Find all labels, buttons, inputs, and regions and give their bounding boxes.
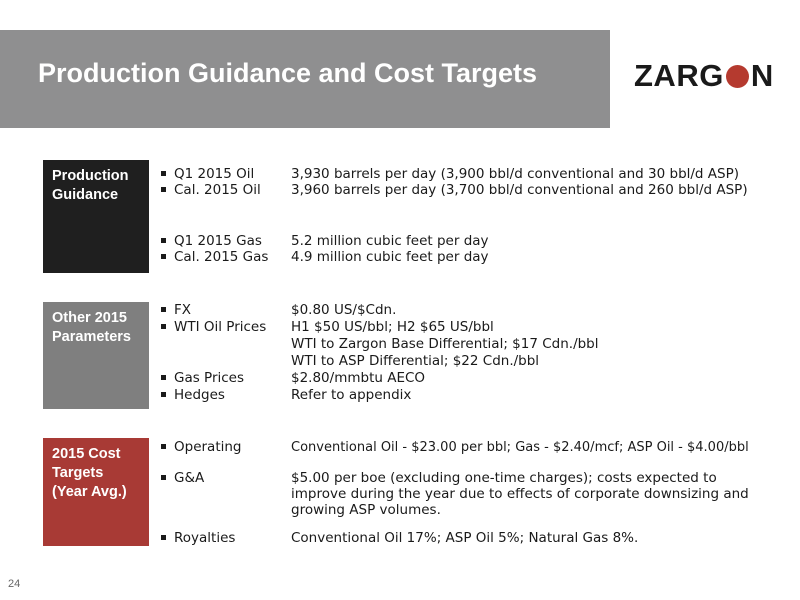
item-term: FX <box>174 302 192 318</box>
bullet-icon <box>161 444 166 449</box>
page-number: 24 <box>8 578 21 590</box>
label-line: 2015 Cost <box>52 446 121 462</box>
item-value-line: $5.00 per boe (excluding one-time charges); costs expected to <box>291 470 717 486</box>
label-line: (Year Avg.) <box>52 484 127 500</box>
item-value: Conventional Oil - $23.00 per bbl; Gas - $2.40/mcf; ASP Oil - $4.00/bbl <box>291 440 749 455</box>
list-item <box>161 470 204 487</box>
zargon-logo <box>634 58 774 94</box>
list-item <box>161 166 254 183</box>
other-parameters-label <box>43 302 149 409</box>
item-term: Operating <box>174 439 242 455</box>
bullet-icon <box>161 324 166 329</box>
list-item <box>161 249 268 266</box>
list-item <box>161 302 191 319</box>
item-term: Q1 2015 Oil <box>174 166 255 182</box>
cost-targets-label <box>43 438 149 546</box>
item-term: G&A <box>174 470 205 486</box>
bullet-icon <box>161 375 166 380</box>
logo-text-left: ZARG <box>634 58 724 93</box>
item-term: Q1 2015 Gas <box>174 233 262 249</box>
item-value: WTI to Zargon Base Differential; $17 Cdn./bbl <box>291 336 599 352</box>
list-item <box>161 233 262 250</box>
item-term: WTI Oil Prices <box>174 319 267 335</box>
bullet-icon <box>161 475 166 480</box>
list-item <box>161 439 242 456</box>
bullet-icon <box>161 187 166 192</box>
item-term: Royalties <box>174 530 236 546</box>
list-item <box>161 182 261 199</box>
bullet-icon <box>161 307 166 312</box>
item-term: Cal. 2015 Gas <box>174 249 269 265</box>
item-value: Conventional Oil 17%; ASP Oil 5%; Natural Gas 8%. <box>291 530 639 546</box>
item-value: 3,930 barrels per day (3,900 bbl/d conventional and 30 bbl/d ASP) <box>291 166 740 182</box>
item-term: Hedges <box>174 387 225 403</box>
item-value: 3,960 barrels per day (3,700 bbl/d conventional and 260 bbl/d ASP) <box>291 182 748 198</box>
item-value-line: improve during the year due to effects of corporate downsizing and <box>291 486 749 502</box>
item-term: Cal. 2015 Oil <box>174 182 261 198</box>
list-item <box>161 530 235 547</box>
item-value: H1 $50 US/bbl; H2 $65 US/bbl <box>291 319 494 335</box>
label-line: Targets <box>52 465 104 481</box>
item-value: Refer to appendix <box>291 387 412 403</box>
page-title: Production Guidance and Cost Targets <box>38 58 538 88</box>
list-item <box>161 319 266 336</box>
bullet-icon <box>161 171 166 176</box>
item-value: $2.80/mmbtu AECO <box>291 370 426 386</box>
bullet-icon <box>161 254 166 259</box>
item-value: $0.80 US/$Cdn. <box>291 302 397 318</box>
list-item <box>161 387 225 404</box>
label-line: Other 2015 <box>52 310 127 326</box>
item-value-line: growing ASP volumes. <box>291 502 441 518</box>
bullet-icon <box>161 535 166 540</box>
label-line: Parameters <box>52 329 131 345</box>
logo-circle-icon <box>726 65 749 88</box>
list-item <box>161 370 244 387</box>
production-guidance-label <box>43 160 149 273</box>
bullet-icon <box>161 392 166 397</box>
item-value: 5.2 million cubic feet per day <box>291 233 489 249</box>
item-term: Gas Prices <box>174 370 245 386</box>
label-line: Guidance <box>52 187 119 203</box>
logo-text-right: N <box>750 58 774 93</box>
bullet-icon <box>161 238 166 243</box>
item-value: 4.9 million cubic feet per day <box>291 249 489 265</box>
label-line: Production <box>52 168 129 184</box>
item-value: WTI to ASP Differential; $22 Cdn./bbl <box>291 353 540 369</box>
